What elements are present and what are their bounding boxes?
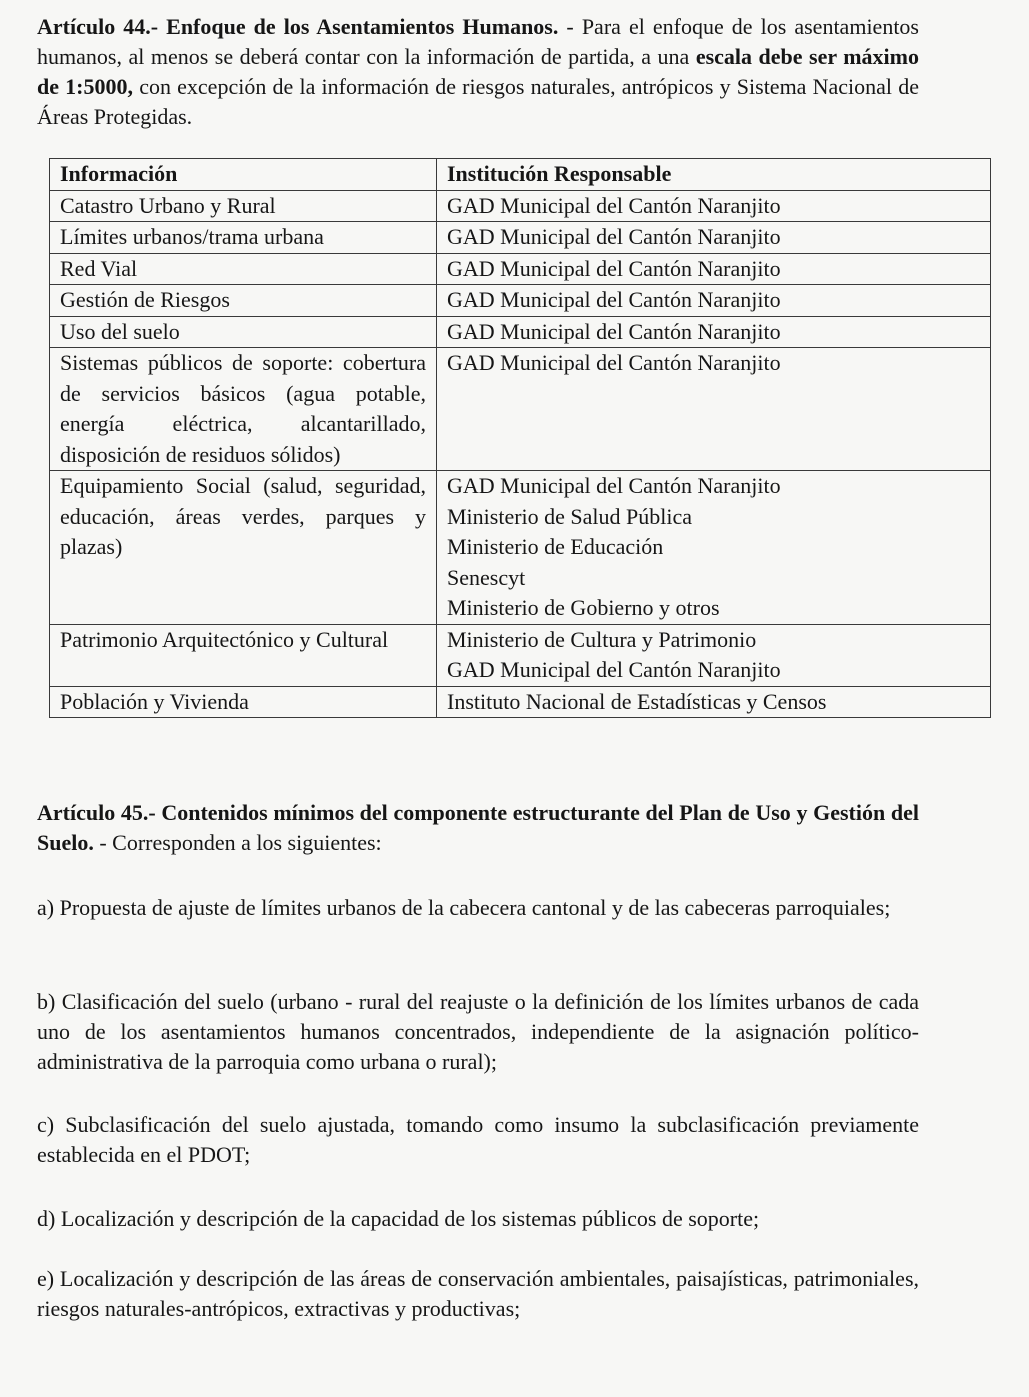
table-header-row xyxy=(50,159,991,191)
institution-name: GAD Municipal del Cantón Naranjito xyxy=(447,657,781,682)
info-cell: Sistemas públicos de soporte: cobertura de servicios básicos (agua potable, energía eléctrica, alcantarillado, disposición de residuos sólidos) xyxy=(50,348,437,471)
list-item-b: b) Clasificación del suelo (urbano - rural del reajuste o la definición de los límites urbanos de cada uno de los asentamientos humanos concentrados, independiente de la asignación político-administrativa de la parroquia como urbana o rural); xyxy=(37,989,919,1074)
article-44-paragraph xyxy=(37,12,919,132)
institution-cell xyxy=(437,686,991,718)
institution-cell xyxy=(437,348,991,471)
institution-cell xyxy=(437,624,991,686)
institution-name: GAD Municipal del Cantón Naranjito xyxy=(447,350,781,375)
institution-name: GAD Municipal del Cantón Naranjito xyxy=(447,318,781,344)
header-informacion: Información xyxy=(50,159,437,191)
article-45-heading: Artículo 45.- Contenidos mínimos del componente estructurante del Plan de Uso y Gestión del Suelo. xyxy=(37,800,919,855)
institution-name: GAD Municipal del Cantón Naranjito xyxy=(447,287,781,312)
institution-cell xyxy=(437,253,991,285)
info-cell: Población y Vivienda xyxy=(50,686,437,718)
article-44-scale-text: escala debe ser máximo de 1:5000, xyxy=(37,44,919,99)
institution-cell xyxy=(437,190,991,222)
list-item-c: c) Subclasificación del suelo ajustada, tomando como insumo la subclasificación previamente establecida en el PDOT; xyxy=(37,1112,919,1167)
institution-name: GAD Municipal del Cantón Naranjito xyxy=(447,473,781,498)
table-row xyxy=(50,624,991,686)
institution-cell xyxy=(437,222,991,254)
institution-name: Ministerio de Salud Pública xyxy=(447,503,693,529)
institution-name: Instituto Nacional de Estadísticas y Censos xyxy=(447,688,827,714)
list-item-e: e) Localización y descripción de las áreas de conservación ambientales, paisajísticas, patrimoniales, riesgos naturales-antrópicos, extractivas y productivas; xyxy=(37,1266,919,1321)
article-44-heading: Artículo 44.- Enfoque de los Asentamientos Humanos. xyxy=(37,14,559,39)
institution-name: Senescyt xyxy=(447,564,526,590)
info-cell: Patrimonio Arquitectónico y Cultural xyxy=(50,624,437,686)
information-table xyxy=(49,158,991,718)
article-45-intro: - Corresponden a los siguientes: xyxy=(93,830,382,855)
table-row xyxy=(50,190,991,222)
info-cell: Gestión de Riesgos xyxy=(50,285,437,317)
institution-name: GAD Municipal del Cantón Naranjito xyxy=(447,224,781,249)
list-item-d: d) Localización y descripción de la capacidad de los sistemas públicos de soporte; xyxy=(37,1206,760,1231)
table-row xyxy=(50,253,991,285)
institution-name: GAD Municipal del Cantón Naranjito xyxy=(447,192,781,218)
article-44-text-1: - Para el enfoque de los asentamientos humanos, al menos se deberá contar con la información de partida, a una xyxy=(37,14,919,69)
header-institucion: Institución Responsable xyxy=(437,159,991,191)
article-44-text-2: con excepción de la información de riesgos naturales, antrópicos y Sistema Nacional de Áreas Protegidas. xyxy=(37,74,919,129)
article-45-paragraph xyxy=(37,798,919,858)
table-row xyxy=(50,686,991,718)
table-row xyxy=(50,222,991,254)
institution-cell xyxy=(437,285,991,317)
institution-name: Ministerio de Cultura y Patrimonio xyxy=(447,626,757,652)
table-row xyxy=(50,285,991,317)
institution-name: GAD Municipal del Cantón Naranjito xyxy=(447,255,781,281)
list-item-a: a) Propuesta de ajuste de límites urbanos de la cabecera cantonal y de las cabeceras parroquiales; xyxy=(37,895,891,920)
table-row xyxy=(50,348,991,471)
institution-name: Ministerio de Gobierno y otros xyxy=(447,595,720,620)
info-cell: Uso del suelo xyxy=(50,316,437,348)
table-row xyxy=(50,471,991,625)
info-cell: Equipamiento Social (salud, seguridad, educación, áreas verdes, parques y plazas) xyxy=(50,471,437,625)
info-cell: Red Vial xyxy=(50,253,437,285)
institution-cell xyxy=(437,316,991,348)
table-row xyxy=(50,316,991,348)
info-cell: Límites urbanos/trama urbana xyxy=(50,222,437,254)
institution-cell xyxy=(437,471,991,625)
institution-name: Ministerio de Educación xyxy=(447,534,664,559)
table-body xyxy=(50,190,991,718)
info-cell: Catastro Urbano y Rural xyxy=(50,190,437,222)
